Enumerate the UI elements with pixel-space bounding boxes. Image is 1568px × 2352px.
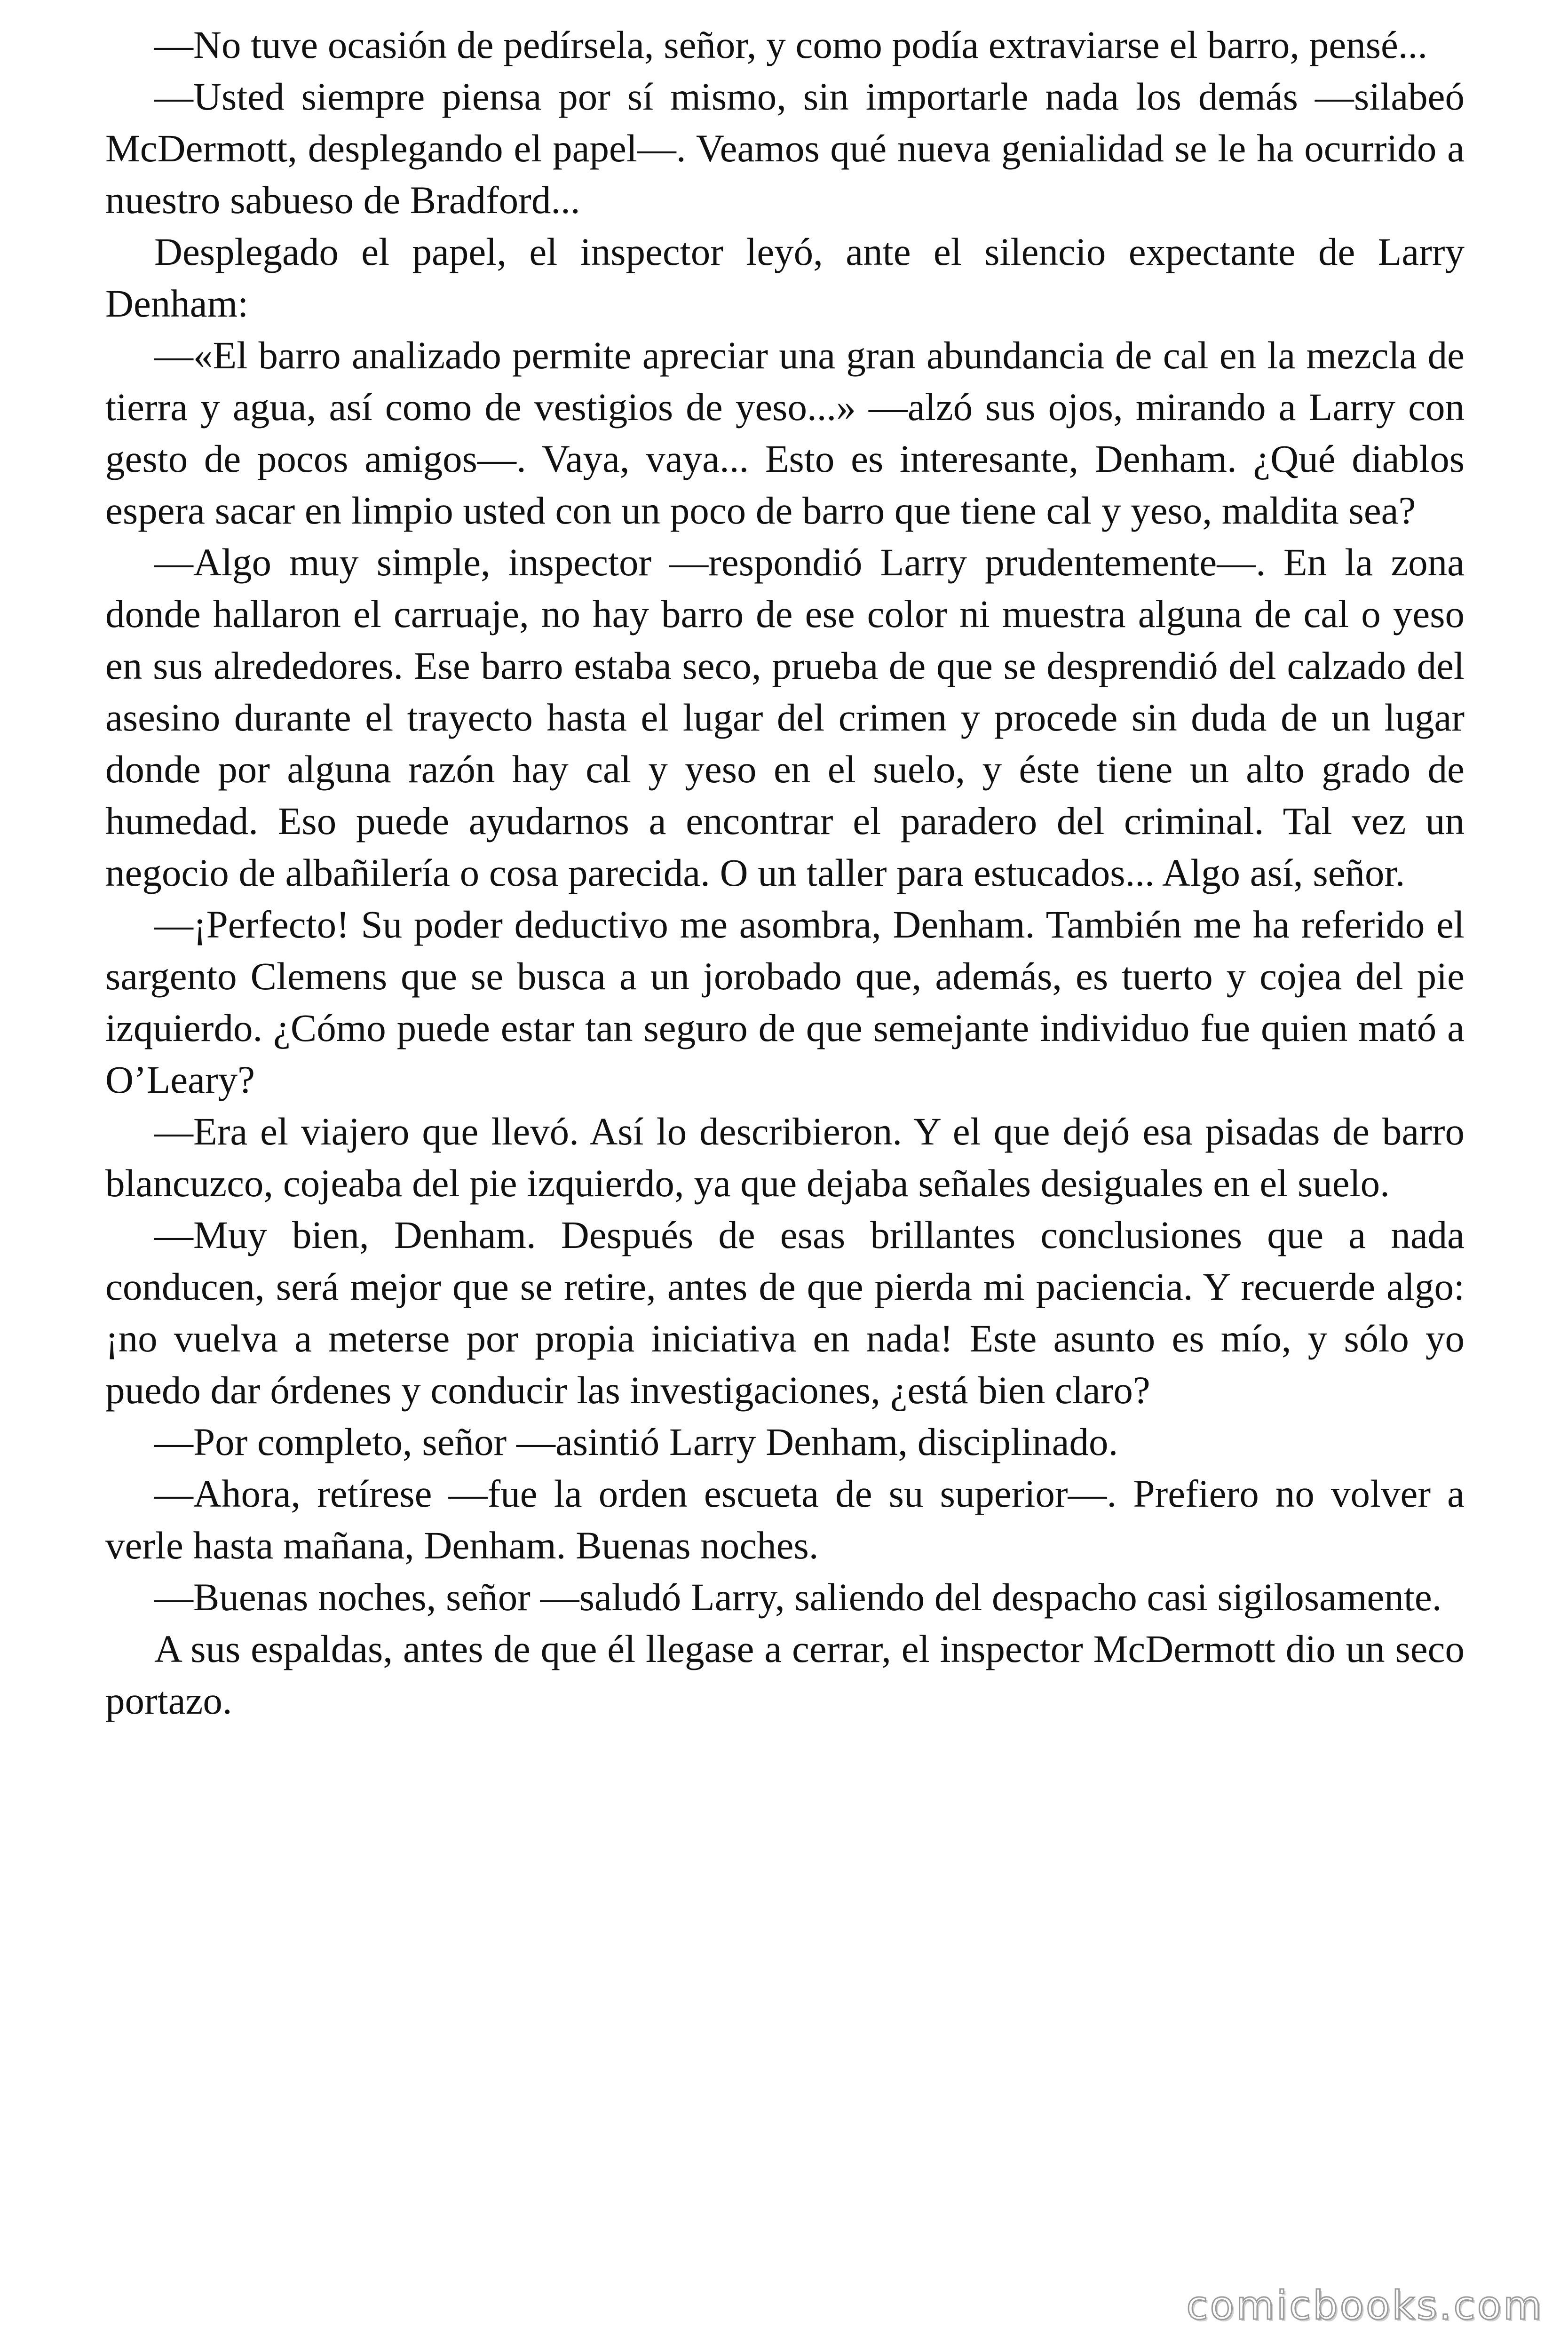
paragraph: —Ahora, retírese —fue la orden escueta de su superior—. Prefiero no volver a verle hasta mañana, Denham. Buenas noches. — [105, 1472, 1465, 1567]
paragraph: A sus espaldas, antes de que él llegase a cerrar, el inspector McDermott dio un seco portazo. — [105, 1627, 1465, 1722]
paragraph: —Muy bien, Denham. Después de esas brillantes conclusiones que a nada conducen, será mejor que se retire, antes de que pierda mi paciencia. Y recuerde algo: ¡no vuelva a meterse por propia iniciativa en nada! Este asunto es mío, y sólo yo puedo dar órdenes y conducir las investigaciones, ¿está bien claro? — [105, 1213, 1465, 1412]
paragraph: —No tuve ocasión de pedírsela, señor, y como podía extraviarse el barro, pensé... — [154, 23, 1428, 66]
paragraph: —«El barro analizado permite apreciar una gran abundancia de cal en la mezcla de tierra y agua, así como de vestigios de yeso...» —alzó sus ojos, mirando a Larry con gesto de pocos amigos—. Vaya, vaya... Esto es interesante, Denham. ¿Qué diablos espera sacar en limpio usted con un poco de barro que tiene cal y yeso, maldita sea? — [105, 334, 1465, 532]
paragraph: —Usted siempre piensa por sí mismo, sin importarle nada los demás —silabeó McDermott, desplegando el papel—. Veamos qué nueva genialidad se le ha ocurrido a nuestro sabueso de Bradford... — [105, 75, 1465, 222]
paragraph: Desplegado el papel, el inspector leyó, ante el silencio expectante de Larry Denham: — [105, 230, 1465, 325]
paragraph: —Era el viajero que llevó. Así lo describieron. Y el que dejó esa pisadas de barro blancuzco, cojeaba del pie izquierdo, ya que dejaba señales desiguales en el suelo. — [105, 1110, 1465, 1205]
paragraph: —Algo muy simple, inspector —respondió Larry prudentemente—. En la zona donde hallaron el carruaje, no hay barro de ese color ni muestra alguna de cal o yeso en sus alrededores. Ese barro estaba seco, prueba de que se desprendió del calzado del asesino durante el trayecto hasta el lugar del crimen y procede sin duda de un lugar donde por alguna razón hay cal y yeso en el suelo, y éste tiene un alto grado de humedad. Eso puede ayudarnos a encontrar el paradero del criminal. Tal vez un negocio de albañilería o cosa parecida. O un taller para estucados... Algo así, señor. — [105, 540, 1465, 894]
paragraph: —Buenas noches, señor —saludó Larry, saliendo del despacho casi sigilosamente. — [154, 1575, 1442, 1619]
paragraph: —¡Perfecto! Su poder deductivo me asombra, Denham. También me ha referido el sargento Clemens que se busca a un jorobado que, además, es tuerto y cojea del pie izquierdo. ¿Cómo puede estar tan seguro de que semejante individuo fue quien mató a O’Leary? — [105, 903, 1465, 1101]
watermark: comicbooks.com — [1186, 2282, 1544, 2328]
page-text — [105, 19, 1465, 1726]
paragraph: —Por completo, señor —asintió Larry Denham, disciplinado. — [154, 1420, 1118, 1463]
